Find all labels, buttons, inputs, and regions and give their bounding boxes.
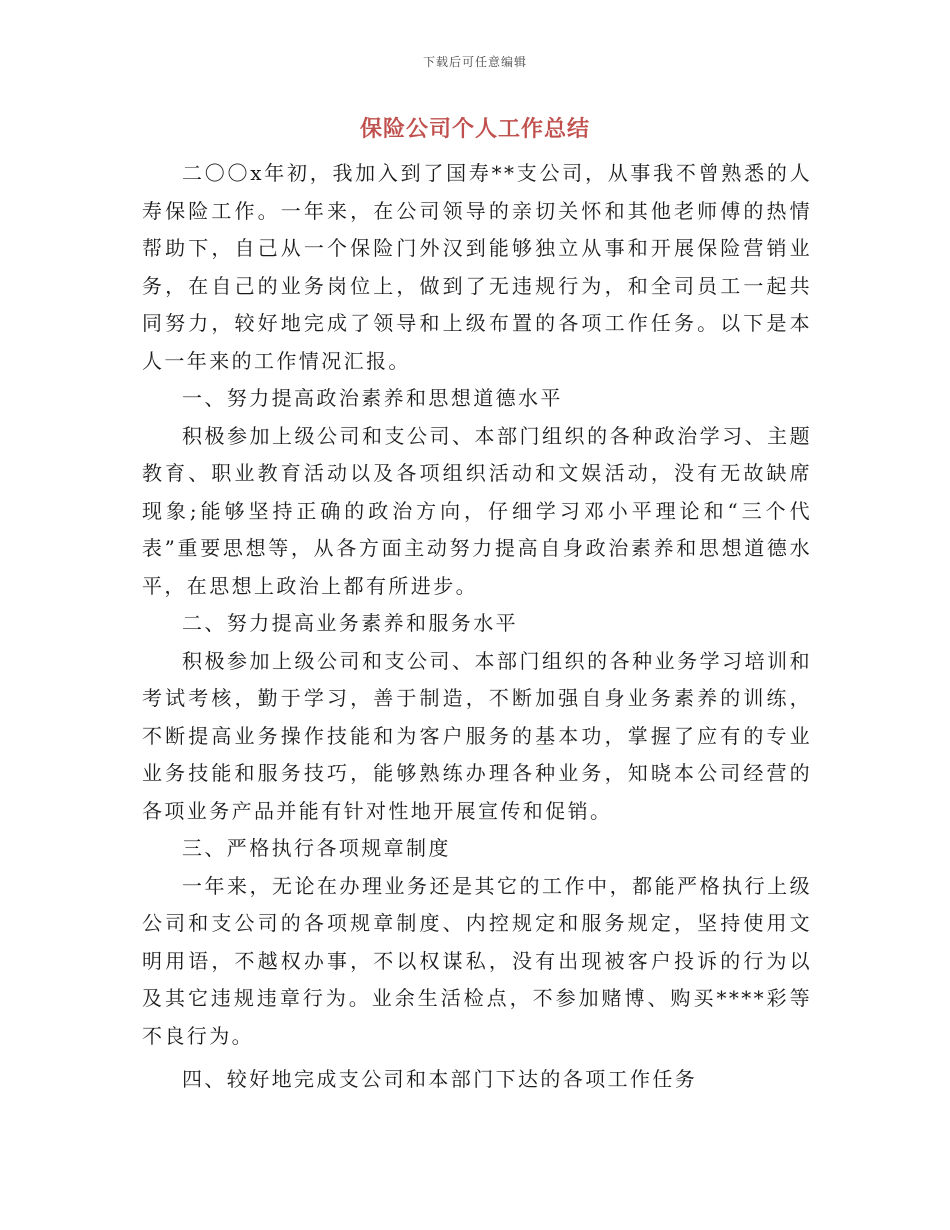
section-heading-2: 二、努力提高业务素养和服务水平	[182, 611, 518, 635]
header-note: 下载后可任意编辑	[422, 55, 527, 69]
section-paragraph-3: 一年来，无论在办理业务还是其它的工作中，都能严格执行上级公司和支公司的各项规章制度、内控规定和服务规定，坚持使用文明用语，不越权办事，不以权谋私，没有出现被客户投诉的行为以及其它违规违章行为。业余生活检点，不参加赌博、购买****彩等不良行为。	[142, 873, 812, 1048]
section-heading-1: 一、努力提高政治素养和思想道德水平	[182, 386, 563, 410]
section-heading-3: 三、严格执行各项规章制度	[182, 836, 451, 860]
document-title: 保险公司个人工作总结	[359, 117, 590, 142]
section-paragraph-2: 积极参加上级公司和支公司、本部门组织的各种业务学习培训和考试考核，勤于学习，善于制造，不断加强自身业务素养的训练，不断提高业务操作技能和为客户服务的基本功，掌握了应有的专业业务技能和服务技巧，能够熟练办理各种业务，知晓本公司经营的各项业务产品并能有针对性地开展宣传和促销。	[142, 648, 812, 823]
section-paragraph-1: 积极参加上级公司和支公司、本部门组织的各种政治学习、主题教育、职业教育活动以及各项组织活动和文娱活动，没有无故缺席现象;能够坚持正确的政治方向，仔细学习邓小平理论和“三个代表”重要思想等，从各方面主动努力提高自身政治素养和思想道德水平，在思想上政治上都有所进步。	[142, 423, 812, 598]
document-body	[142, 155, 812, 1099]
intro-paragraph: 二〇〇x年初，我加入到了国寿**支公司，从事我不曾熟悉的人寿保险工作。一年来，在公司领导的亲切关怀和其他老师傅的热情帮助下，自己从一个保险门外汉到能够独立从事和开展保险营销业务，在自己的业务岗位上，做到了无违规行为，和全司员工一起共同努力，较好地完成了领导和上级布置的各项工作任务。以下是本人一年来的工作情况汇报。	[142, 161, 812, 373]
section-heading-4: 四、较好地完成支公司和本部门下达的各项工作任务	[182, 1067, 698, 1091]
